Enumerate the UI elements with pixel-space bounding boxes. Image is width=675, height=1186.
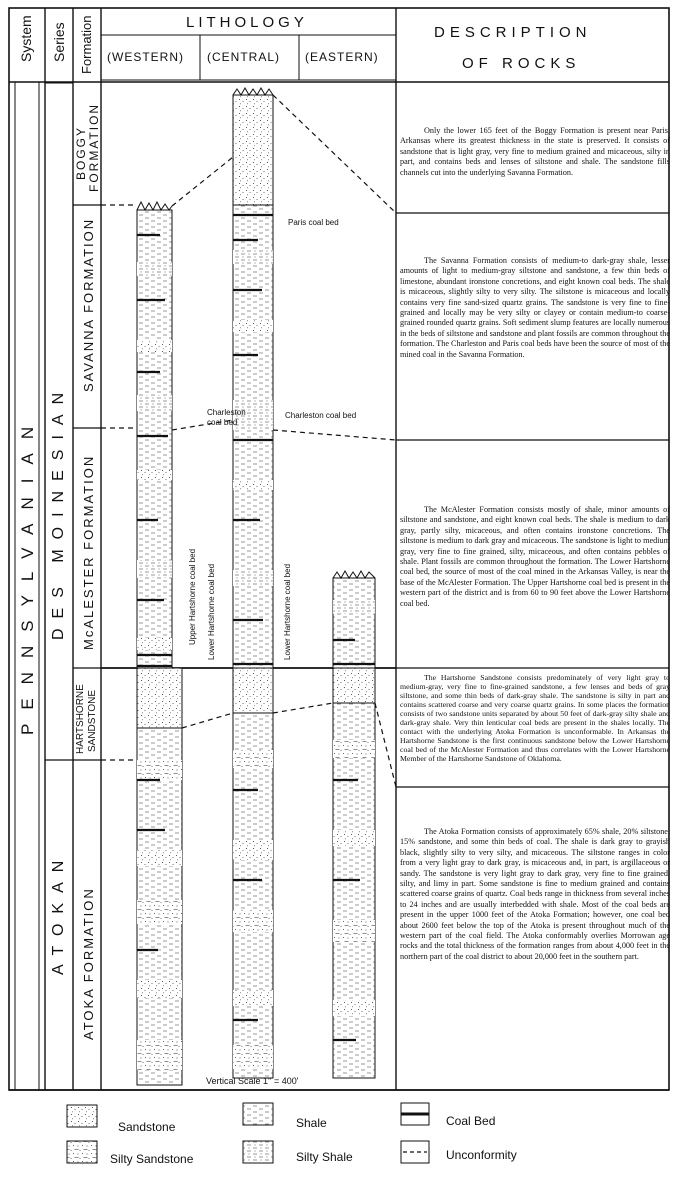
lower-hartshorne-central-label: Lower Hartshorne coal bed bbox=[283, 563, 292, 660]
legend-silty-shale-swatch bbox=[243, 1141, 273, 1163]
vertical-scale: Vertical Scale 1'' = 400' bbox=[206, 1076, 299, 1086]
description-atoka: The Atoka Formation consists of approximately 65% shale, 20% siltstone, 15% sandstone, and some thin beds of coal. The shale is dark gray to grayish black, slightly silty to very silty, and micaceous. The siltstone ranges in color from a very light gray to dark gray, is micaceous and, in part, is argillaceous or sandy. The sandstone is very light gray to dark gray, very fine to fine grained, silty, and limy in part. Some sandstone is fine to medium grained and contains scattered coarse grains of quartz. Coal beds range in thickness from several inches to 24 inches and are usually interbedded with shale. Most of the coal beds are present in the upper 1000 feet of the Atoka Formation; however, one coal bed about 2600 feet below the top of the Atoka is present throughout much of the western part of the coal field. The Atoka conformably overlies Morrowan age rocks and the total thickness of the formation ranges from about 4,000 feet in the northern part of the coal district to about 20,000 feet in the southern part. bbox=[400, 827, 670, 961]
charleston-west-label-1: Charleston bbox=[207, 408, 246, 417]
lower-hartshorne-west-label: Lower Hartshorne coal bed bbox=[207, 563, 216, 660]
charleston-west-label-2: coal bed bbox=[207, 418, 238, 427]
formation-savanna: SAVANNA FORMATION bbox=[81, 217, 96, 392]
legend-coal-bed-label: Coal Bed bbox=[446, 1114, 496, 1128]
formation-boggy-line2: FORMATION bbox=[87, 102, 101, 192]
header-of-rocks: OF ROCKS bbox=[462, 55, 581, 72]
formation-atoka: ATOKA FORMATION bbox=[81, 887, 96, 1040]
header-system: System bbox=[18, 15, 34, 62]
legend-shale-swatch bbox=[243, 1103, 273, 1125]
description-mcalester: The McAlester Formation consists mostly of shale, minor amounts of siltstone and sandstone, and eight known coal beds. The shale is medium to dark gray, partly silty, micaceous, and often contains ironstone concretions. The siltstone is medium to dark gray and micaceous. The sandstone is light to medium gray, very fine to fine grained, silty, micaceous, and often contains pebbles of shale. Plant fossils are common throughout the formation. The Lower Hartshorne coal bed, the source of most of the coal mined in the Arkansas Valley, is near the base of the McAlester Formation. The Upper Hartshorne coal bed is present in the western part of the district and is from 60 to 90 feet above the Lower Hartshorne coal bed. bbox=[400, 505, 670, 608]
paris-coal-label: Paris coal bed bbox=[288, 218, 339, 227]
header-description: DESCRIPTION bbox=[434, 24, 592, 41]
header-formation: Formation bbox=[79, 15, 94, 74]
formation-mcalester: McALESTER FORMATION bbox=[81, 454, 96, 650]
series-des-moinesian: DES MOINESIAN bbox=[50, 382, 67, 640]
eastern-column bbox=[333, 571, 375, 1078]
legend-unconformity-label: Unconformity bbox=[446, 1148, 517, 1162]
legend-silty-sandstone-label: Silty Sandstone bbox=[110, 1152, 194, 1166]
legend-silty-shale-label: Silty Shale bbox=[296, 1150, 353, 1164]
legend-shale-label: Shale bbox=[296, 1116, 327, 1130]
upper-hartshorne-label: Upper Hartshorne coal bed bbox=[188, 548, 197, 645]
formation-hartshorne-line1: HARTSHORNE bbox=[75, 684, 86, 754]
series-atokan: ATOKAN bbox=[50, 850, 67, 975]
header-lithology: LITHOLOGY bbox=[186, 14, 308, 31]
legend-sandstone-swatch bbox=[67, 1105, 97, 1127]
system-label: PENNSYLVANIAN bbox=[18, 412, 37, 735]
western-column bbox=[137, 202, 182, 1085]
legend-sandstone-label: Sandstone bbox=[118, 1120, 176, 1134]
header-eastern: (EASTERN) bbox=[305, 50, 379, 64]
formation-hartshorne-line2: SANDSTONE bbox=[87, 689, 98, 752]
description-hartshorne: The Hartshorne Sandstone consists predominately of very light gray to medium-gray, very fine to fine-grained sandstone, a few lenses and beds of gray siltstone, and some thin beds of dark-gray shale. The sandstone is silty in part and contains scattered coarse and very coarse quartz grains. In some places the formation consists of two sandstone units separated by about 50 feet of dark-gray silty shale and dark-gray shale. Very thin lenticular coal beds are present in the shales locally. The contact with the underlying Atoka Formation is unconformable. In Arkansas the Hartshorne Sandstone is the first continuous sandstone below the Lower Hartshorne coal bed of the McAlester Formation and thus correlates with the Lower Hartshorne Member of the Hartshorne Sandstone of Oklahoma. bbox=[400, 673, 670, 763]
formation-boggy-line1: BOGGY bbox=[74, 125, 88, 180]
header-western: (WESTERN) bbox=[107, 50, 184, 64]
central-column bbox=[233, 88, 273, 1078]
description-boggy: Only the lower 165 feet of the Boggy Formation is present near Paris, Arkansas where its greatest thickness in the state is preserved. It consists of sandstone that is light gray, very fine to medium grained and micaceous, silty in part, and contains beds and lenses of siltstone and shale. The sandstone fills channels cut into the underlying Savanna Formation. bbox=[400, 126, 670, 177]
legend-silty-sandstone-swatch bbox=[67, 1141, 97, 1163]
header-series: Series bbox=[51, 22, 67, 62]
charleston-central-label: Charleston coal bed bbox=[285, 411, 357, 420]
description-savanna: The Savanna Formation consists of medium-to dark-gray shale, lesser amounts of light to medium-gray siltstone and sandstone, a few thin beds of limestone, abundant ironstone concretions, and eight known coal beds. The shale is micaceous, slightly silty to very silty. The siltstone is micaceous and locally contains very fine sand-sized quartz grains. The sandstone is very fine to fine-grained and locally may be very silty or clayey or contain medium-to coarse-grained rounded quartz grains. Soft sediment slump features are locally numerous in the beds of siltstone and sandstone and plant fossils are common throughout the formation. The Charleston and Paris coal beds have been the source of most of the mined coal in the Savanna Formation. bbox=[400, 256, 670, 359]
header-central: (CENTRAL) bbox=[207, 50, 281, 64]
